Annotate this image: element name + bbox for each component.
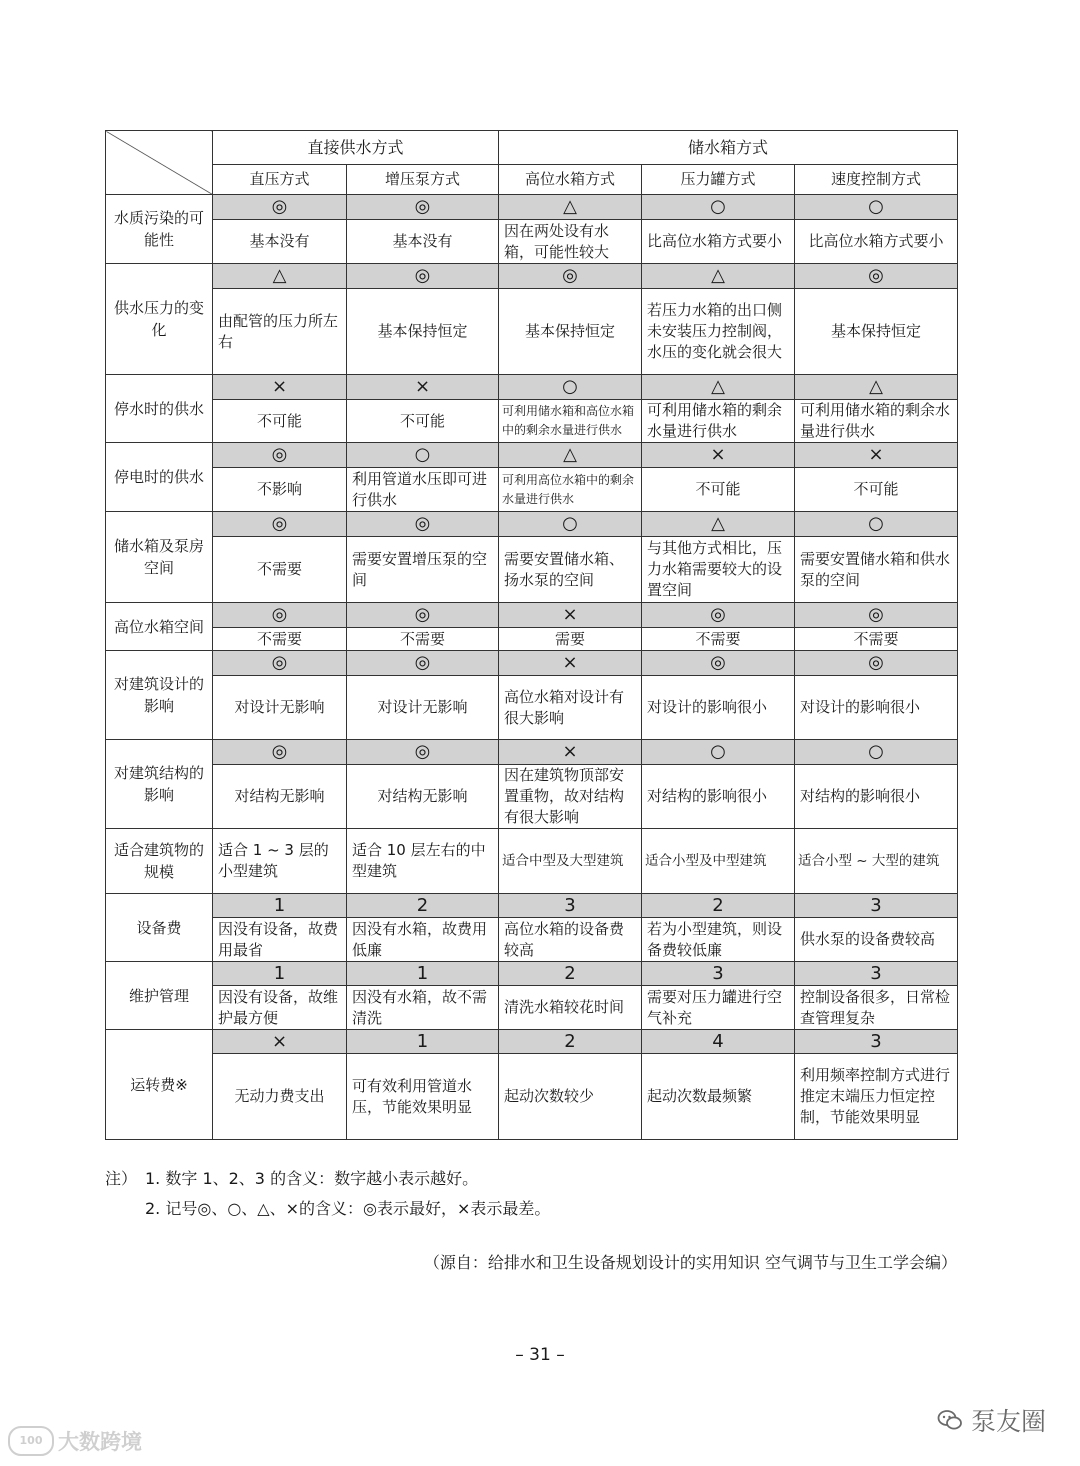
description-cell: 不影响 (213, 468, 347, 512)
description-cell: 不可能 (347, 400, 499, 443)
rating-cell: 1 (347, 962, 499, 986)
description-cell: 需要安置储水箱、扬水泵的空间 (499, 537, 642, 603)
rating-cell: ○ (795, 740, 958, 765)
description-cell: 不需要 (213, 537, 347, 603)
row-label-maintenance: 维护管理 (106, 962, 213, 1030)
rating-cell: 3 (795, 1030, 958, 1054)
rating-cell: ◎ (499, 264, 642, 289)
subheader-speed-control: 速度控制方式 (795, 165, 958, 195)
description-cell: 适合 10 层左右的中型建筑 (347, 829, 499, 894)
rating-cell: ◎ (213, 603, 347, 628)
description-cell: 利用管道水压即可进行供水 (347, 468, 499, 512)
rating-cell: ◎ (213, 651, 347, 676)
description-cell: 基本保持恒定 (499, 289, 642, 375)
rating-cell: × (499, 603, 642, 628)
rating-cell: ◎ (795, 264, 958, 289)
description-cell: 适合小型及中型建筑 (642, 829, 795, 894)
notes (105, 1164, 550, 1224)
description-cell: 起动次数较少 (499, 1054, 642, 1140)
rating-cell: ○ (795, 195, 958, 220)
row-label-building-scale: 适合建筑物的规模 (106, 829, 213, 894)
rating-cell: ○ (642, 195, 795, 220)
rating-cell: △ (499, 195, 642, 220)
description-cell: 高位水箱的设备费较高 (499, 918, 642, 962)
rating-cell: △ (642, 375, 795, 400)
note-text-2: 2. 记号◎、○、△、×的含义：◎表示最好，×表示最差。 (145, 1199, 551, 1218)
rating-cell: △ (795, 375, 958, 400)
description-cell: 可利用储水箱和高位水箱中的剩余水量进行供水 (499, 400, 642, 443)
rating-cell: 1 (213, 894, 347, 918)
watermark-left-text: 大数跨境 (58, 1430, 142, 1454)
rating-cell: × (499, 651, 642, 676)
description-cell: 适合 1 ~ 3 层的小型建筑 (213, 829, 347, 894)
rating-cell: 4 (642, 1030, 795, 1054)
description-cell: 对设计无影响 (213, 676, 347, 740)
description-cell: 基本没有 (213, 220, 347, 264)
rating-cell: 3 (642, 962, 795, 986)
description-cell: 适合小型 ~ 大型的建筑 (795, 829, 958, 894)
description-cell: 需要对压力罐进行空气补充 (642, 986, 795, 1030)
watermark-right-text: 泵友圈 (970, 1407, 1046, 1436)
watermark-left (8, 1426, 142, 1456)
rating-cell: × (213, 375, 347, 400)
subheader-direct-pressure: 直压方式 (213, 165, 347, 195)
rating-cell: ○ (499, 375, 642, 400)
watermark-logo-icon: 100 (8, 1426, 54, 1456)
rating-cell: ○ (642, 740, 795, 765)
rating-cell: ◎ (213, 443, 347, 468)
description-cell: 可利用储水箱的剩余水量进行供水 (795, 400, 958, 443)
description-cell: 对设计的影响很小 (642, 676, 795, 740)
rating-cell: ◎ (642, 651, 795, 676)
group-header-tank: 储水箱方式 (499, 131, 958, 165)
rating-cell: × (347, 375, 499, 400)
subheader-elevated-tank: 高位水箱方式 (499, 165, 642, 195)
rating-cell: ◎ (642, 603, 795, 628)
rating-cell: ◎ (213, 740, 347, 765)
description-cell: 不需要 (347, 628, 499, 651)
rating-cell: ○ (347, 443, 499, 468)
rating-cell: ◎ (795, 651, 958, 676)
description-cell: 利用频率控制方式进行推定末端压力恒定控制，节能效果明显 (795, 1054, 958, 1140)
description-cell: 无动力费支出 (213, 1054, 347, 1140)
rating-cell: ◎ (213, 512, 347, 537)
description-cell: 因在建筑物顶部安置重物，故对结构有很大影响 (499, 765, 642, 829)
description-cell: 可有效利用管道水压，节能效果明显 (347, 1054, 499, 1140)
description-cell: 因没有水箱，故费用低廉 (347, 918, 499, 962)
comparison-table (105, 130, 958, 1140)
rating-cell: 1 (213, 962, 347, 986)
rating-cell: 2 (642, 894, 795, 918)
rating-cell: ◎ (347, 512, 499, 537)
row-label-structure-impact: 对建筑结构的影响 (106, 740, 213, 829)
rating-cell: △ (213, 264, 347, 289)
description-cell: 因没有设备，故维护最方便 (213, 986, 347, 1030)
description-cell: 若压力水箱的出口侧未安装压力控制阀，水压的变化就会很大 (642, 289, 795, 375)
description-cell: 需要 (499, 628, 642, 651)
description-cell: 因没有水箱，故不需清洗 (347, 986, 499, 1030)
rating-cell: ◎ (213, 195, 347, 220)
rating-cell: × (795, 443, 958, 468)
description-cell: 需要安置储水箱和供水泵的空间 (795, 537, 958, 603)
rating-cell: ◎ (347, 264, 499, 289)
rating-cell: 2 (499, 1030, 642, 1054)
rating-cell: ◎ (347, 651, 499, 676)
watermark-right (937, 1402, 1046, 1438)
description-cell: 对设计无影响 (347, 676, 499, 740)
description-cell: 对结构的影响很小 (642, 765, 795, 829)
rating-cell: ○ (499, 512, 642, 537)
page-number: – 31 – (515, 1345, 565, 1365)
rating-cell: ◎ (347, 195, 499, 220)
row-label-design-impact: 对建筑设计的影响 (106, 651, 213, 740)
description-cell: 供水泵的设备费较高 (795, 918, 958, 962)
description-cell: 不需要 (642, 628, 795, 651)
description-cell: 不可能 (795, 468, 958, 512)
description-cell: 不需要 (795, 628, 958, 651)
description-cell: 起动次数最频繁 (642, 1054, 795, 1140)
description-cell: 适合中型及大型建筑 (499, 829, 642, 894)
description-cell: 比高位水箱方式要小 (795, 220, 958, 264)
description-cell: 对结构无影响 (213, 765, 347, 829)
description-cell: 控制设备很多，日常检查管理复杂 (795, 986, 958, 1030)
chat-bubble-icon (937, 1407, 963, 1433)
row-label-tank-pump-space: 储水箱及泵房空间 (106, 512, 213, 603)
description-cell: 不需要 (213, 628, 347, 651)
rating-cell: ○ (795, 512, 958, 537)
rating-cell: ◎ (795, 603, 958, 628)
description-cell: 清洗水箱较花时间 (499, 986, 642, 1030)
description-cell: 基本保持恒定 (795, 289, 958, 375)
description-cell: 因没有设备，故费用最省 (213, 918, 347, 962)
description-cell: 由配管的压力所左右 (213, 289, 347, 375)
rating-cell: △ (642, 264, 795, 289)
rating-cell: ◎ (347, 740, 499, 765)
note-line-2 (105, 1194, 550, 1224)
row-label-operating-cost: 运转费※ (106, 1030, 213, 1140)
description-cell: 不可能 (642, 468, 795, 512)
description-cell: 对设计的影响很小 (795, 676, 958, 740)
row-label-water-pollution: 水质污染的可能性 (106, 195, 213, 264)
description-cell: 对结构无影响 (347, 765, 499, 829)
note-line-1 (105, 1164, 550, 1194)
row-label-elevated-tank-space: 高位水箱空间 (106, 603, 213, 651)
description-cell: 对结构的影响很小 (795, 765, 958, 829)
row-label-equipment-cost: 设备费 (106, 894, 213, 962)
description-cell: 基本保持恒定 (347, 289, 499, 375)
rating-cell: △ (499, 443, 642, 468)
description-cell: 可利用高位水箱中的剩余水量进行供水 (499, 468, 642, 512)
rating-cell: 1 (347, 1030, 499, 1054)
rating-cell: × (499, 740, 642, 765)
description-cell: 不可能 (213, 400, 347, 443)
rating-cell: 2 (499, 962, 642, 986)
rating-cell: 3 (499, 894, 642, 918)
source-citation: （源自：给排水和卫生设备规划设计的实用知识 空气调节与卫生工学会编） (423, 1253, 957, 1272)
row-label-water-outage: 停水时的供水 (106, 375, 213, 443)
group-header-direct: 直接供水方式 (213, 131, 499, 165)
table-corner-cell (106, 131, 213, 195)
subheader-booster-pump: 增压泵方式 (347, 165, 499, 195)
rating-cell: ◎ (347, 603, 499, 628)
note-prefix: 注） (105, 1169, 138, 1188)
rating-cell: 3 (795, 962, 958, 986)
description-cell: 比高位水箱方式要小 (642, 220, 795, 264)
row-label-pressure-change: 供水压力的变化 (106, 264, 213, 375)
rating-cell: 3 (795, 894, 958, 918)
description-cell: 因在两处设有水箱，可能性较大 (499, 220, 642, 264)
description-cell: 可利用储水箱的剩余水量进行供水 (642, 400, 795, 443)
description-cell: 若为小型建筑，则设备费较低廉 (642, 918, 795, 962)
description-cell: 需要安置增压泵的空间 (347, 537, 499, 603)
rating-cell: × (642, 443, 795, 468)
rating-cell: × (213, 1030, 347, 1054)
description-cell: 与其他方式相比，压力水箱需要较大的设置空间 (642, 537, 795, 603)
description-cell: 基本没有 (347, 220, 499, 264)
rating-cell: △ (642, 512, 795, 537)
subheader-pressure-tank: 压力罐方式 (642, 165, 795, 195)
row-label-power-outage: 停电时的供水 (106, 443, 213, 512)
description-cell: 高位水箱对设计有很大影响 (499, 676, 642, 740)
note-text-1: 1. 数字 1、2、3 的含义：数字越小表示越好。 (145, 1169, 479, 1188)
rating-cell: 2 (347, 894, 499, 918)
